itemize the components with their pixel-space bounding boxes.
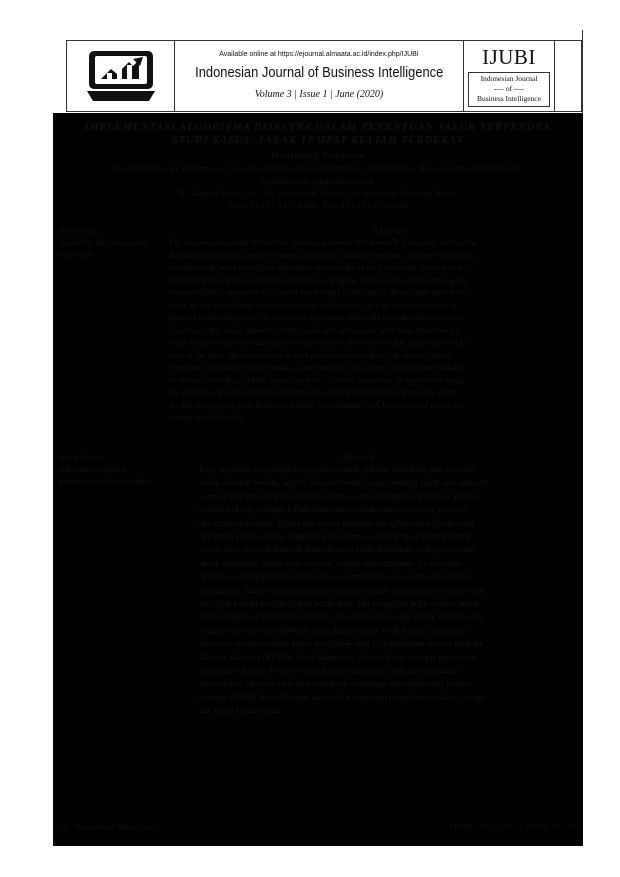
article-title-line: IMPLEMENTASI ALGORITMA DIJKSTRA DALAM PENENTUAN JALUR TERPENDEK [84, 122, 552, 133]
abstract-line: flyovers and underpasses, the operation of busway lanes, the implementation of clock [169, 313, 466, 322]
article-body [53, 113, 583, 846]
abstract-line: the method using the Dijkstra algorithm that can find the fastest and shortest paths. [169, 388, 460, 397]
journal-abbr-block [463, 41, 555, 111]
abstract-line: untuk mengatasi kemacetan tersebut, seperti pembangunan fly over dan [199, 557, 462, 568]
abstract-line: through and as much as possible perhaps avoiding the region with severe traffic jams, [169, 275, 468, 285]
abstract-line: underpass, pengoperasian jalur busway, pemberlakuan jam tree in one dan [199, 571, 471, 582]
journal-header [66, 40, 582, 112]
abstract-line: sehari-hari. Banyak langkah-langkah yang telah dilakukan oleh pemerintah [199, 544, 475, 555]
abstract-line: yang berdekatan dengan provinsi Jakarta, entah bepergian menuju ke jakarta [199, 490, 480, 501]
volume-info: Volume 3 | Issue 1 | June (2020) [254, 89, 384, 100]
journal-title-block [175, 41, 463, 111]
abstract-line: Menara Salemba (STMIK Nusa Mandiri) - Jakarta Pusat sebagai percobaan [199, 651, 476, 662]
abstract-line: One of the most effective ways is to look for alternative routes that can be passed. [169, 350, 454, 360]
laptop-chart-icon [87, 49, 155, 103]
footer-right: IJUBI - Vol. 3 No. 1 (2020) 25 - 30 [450, 822, 577, 831]
abstract-line: fees in one and so on. However, traffic jams still often occur until now, therefore we [169, 325, 460, 335]
abbr-sub-line: Indonesian Journal [480, 74, 538, 83]
abstract-line: dan biaya bahan bakar. [199, 705, 283, 716]
abstract-line: taken by the government to overcome these bottlenecks, such as the construction of [169, 300, 458, 310]
available-online-link[interactable]: Available online at https://ejournal.almaata.ac.id/index.php/IJUBI [219, 51, 419, 58]
kata-kunci-value: Algoritma Dijkstra, penentuan jarak terpendek [59, 465, 151, 486]
affiliation-line: Jl. Kamal Raya No. 18, Ringroad Barat, Cengkareng, Jakarta Barat [178, 188, 458, 198]
abstract-line: energy and fuel costs. [169, 413, 245, 422]
abstract-line: ini, Oleh karena itu diperlukan peran aktif dari pengguna jalan sendiri untuk [199, 598, 479, 608]
abstract-line: So that the journey from Bekasi to STMIK Nusa Mandiri will be faster and save time, [169, 400, 465, 410]
page-edge-line [582, 30, 583, 114]
article-title-line: STUDI KASUS: JARAK TEMPAT KULIAH TERDEKAT [172, 135, 464, 146]
kata-kunci-label: Kata Kunci: [59, 452, 108, 462]
abstract-line: dengan mencari rute alternatif yang dapat dilalui. Oleh karena itu penulis [199, 624, 468, 635]
abstract-line: For anyone who wants to travel to Jakarta, wherever her domicile is located, such as the [169, 238, 479, 247]
journal-name: Indonesian Journal of Business Intelligence [195, 64, 444, 81]
abstract-heading: Abstract [373, 225, 410, 235]
abstract-line: to Menara Salemba (STMIK Nusa Mandiri) - Central Jakarta as an experiment using [169, 375, 465, 385]
abstract-line: dapat mengatasi kemacetan tersebut. Salah satu cara yang paling efektif yaitu [199, 611, 484, 622]
abstract-line: perihal bekerja ataupun kuliah harus mengetahui rute mana yang tercepat [199, 504, 468, 515]
abstract-line: mencoba membuat study kasus perjalanan dari Ujungharapan-Bekasi menuju [199, 638, 482, 649]
abstrak-heading: Abstrak [341, 452, 376, 462]
footer-left: 25 "Muhammad Muharrom" [59, 822, 158, 831]
abstract-line: Bagi siapapun yang ingin bepergian menuju jakarta, darimana pun domisili [199, 464, 475, 474]
journal-abbr: IJUBI [482, 45, 536, 69]
abstract-line: menuju STMIK Nusa Mandiri akan lebih cepat dan menghemat waktu, tenaga [199, 691, 485, 702]
affiliation-line: Prodi Teknologi Informasi, Fakultas Teknik dan Informatika, Universitas Bina Sarana Informatika, [111, 163, 525, 173]
abstract-line: dan terpendek untuk dilalui dan sebisa mungkin menghindari wilayah yang [199, 517, 475, 528]
abstract-line: orang tersebut berada, seperti wilayah bekasi yang memang salah satu wilayah [199, 477, 488, 488]
author-email[interactable]: muhammad.muu@bsi.ac.id [262, 176, 374, 186]
abstract-line: Bekasi area which is one of the areas close to the Jakarta province, whether traveling to [169, 250, 477, 260]
affiliation-line: Telp. (021) 54376399, fax. (021) 54376298 [227, 200, 409, 210]
abstract-line: macetnya parah, karena kemacetan di Jakarta sudah menjadi pemandangan [199, 531, 474, 541]
abstract-line: penerapan metode dengan menggunakan algoritma Dijkstra yang dapat [199, 665, 460, 675]
abstract-line: menemukan jalur tercepat dan terpendek. Sehingga perjalanan dari Bekasi [199, 678, 472, 689]
abstract-line: sebagainya. Akan tetapi kemacetan tetap saja masih sering terjadi sampai saat [199, 584, 485, 595]
abstract-line: Jakarta about work or college must know which route is the fastest and shortest to go [169, 263, 467, 272]
author-name: Muhammad Muharrom [271, 150, 365, 160]
abstract-line: Therefore, the author tries to make a case study of a trip from Ujungharapan-Bekasi [169, 363, 463, 372]
journal-abbr-subtitle [468, 72, 550, 107]
abstract-line: need the active role of road users themselves to be able to overcome these bottlenecks. [169, 338, 470, 347]
journal-logo [67, 41, 175, 111]
keywords-label: Keywords: [59, 225, 101, 235]
abbr-sub-line: ---- of ---- [494, 84, 524, 93]
abstract-line: because traffic congestion in Jakarta has become a daily sight. Many steps have been [169, 288, 467, 297]
keywords-value: Algoritma Dijkstra, jarak terpendek [59, 238, 149, 259]
abbr-sub-line: Business Intelligence [477, 94, 541, 103]
